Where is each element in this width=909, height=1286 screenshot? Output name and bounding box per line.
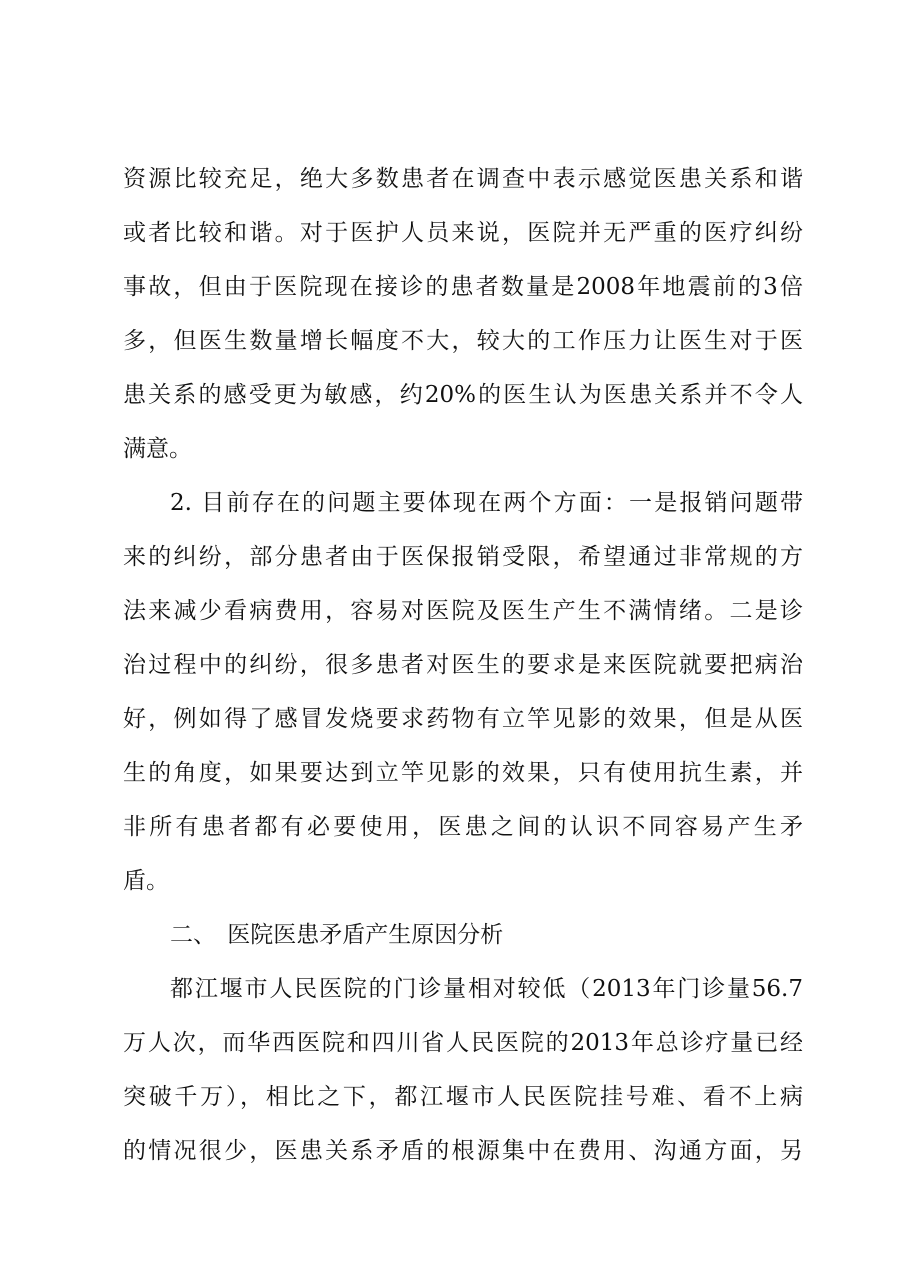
text-line: 治过程中的纠纷，很多患者对医生的要求是来医院就要把病治 [123,652,803,678]
text-line: 都江堰市人民医院的门诊量相对较低（2013年门诊量56.7 [170,976,803,1002]
text-line: 资源比较充足，绝大多数患者在调查中表示感觉医患关系和谐 [123,166,803,192]
text-line: 的情况很少，医患关系矛盾的根源集中在费用、沟通方面，另 [123,1138,803,1164]
text-line: 多，但医生数量增长幅度不大，较大的工作压力让医生对于医 [123,328,803,354]
text-line: 万人次，而华西医院和四川省人民医院的2013年总诊疗量已经 [123,1030,803,1056]
text-line: 事故，但由于医院现在接诊的患者数量是2008年地震前的3倍 [123,274,803,300]
text-line: 生的角度，如果要达到立竿见影的效果，只有使用抗生素，并 [123,760,803,786]
text-line: 患关系的感受更为敏感，约20%的医生认为医患关系并不令人 [123,382,803,408]
text-line: 法来减少看病费用，容易对医院及医生产生不满情绪。二是诊 [123,598,803,624]
text-line: 盾。 [123,868,169,894]
section-heading: 二、 医院医患矛盾产生原因分析 [170,922,504,948]
text-line: 来的纠纷，部分患者由于医保报销受限，希望通过非常规的方 [123,544,803,570]
text-line: 好，例如得了感冒发烧要求药物有立竿见影的效果，但是从医 [123,706,803,732]
text-line: 满意。 [123,436,192,462]
text-line: 突破千万），相比之下，都江堰市人民医院挂号难、看不上病 [123,1084,803,1110]
text-line: 或者比较和谐。对于医护人员来说，医院并无严重的医疗纠纷 [123,220,803,246]
text-line: 2. 目前存在的问题主要体现在两个方面：一是报销问题带 [170,490,803,516]
text-line: 非所有患者都有必要使用，医患之间的认识不同容易产生矛 [123,814,803,840]
